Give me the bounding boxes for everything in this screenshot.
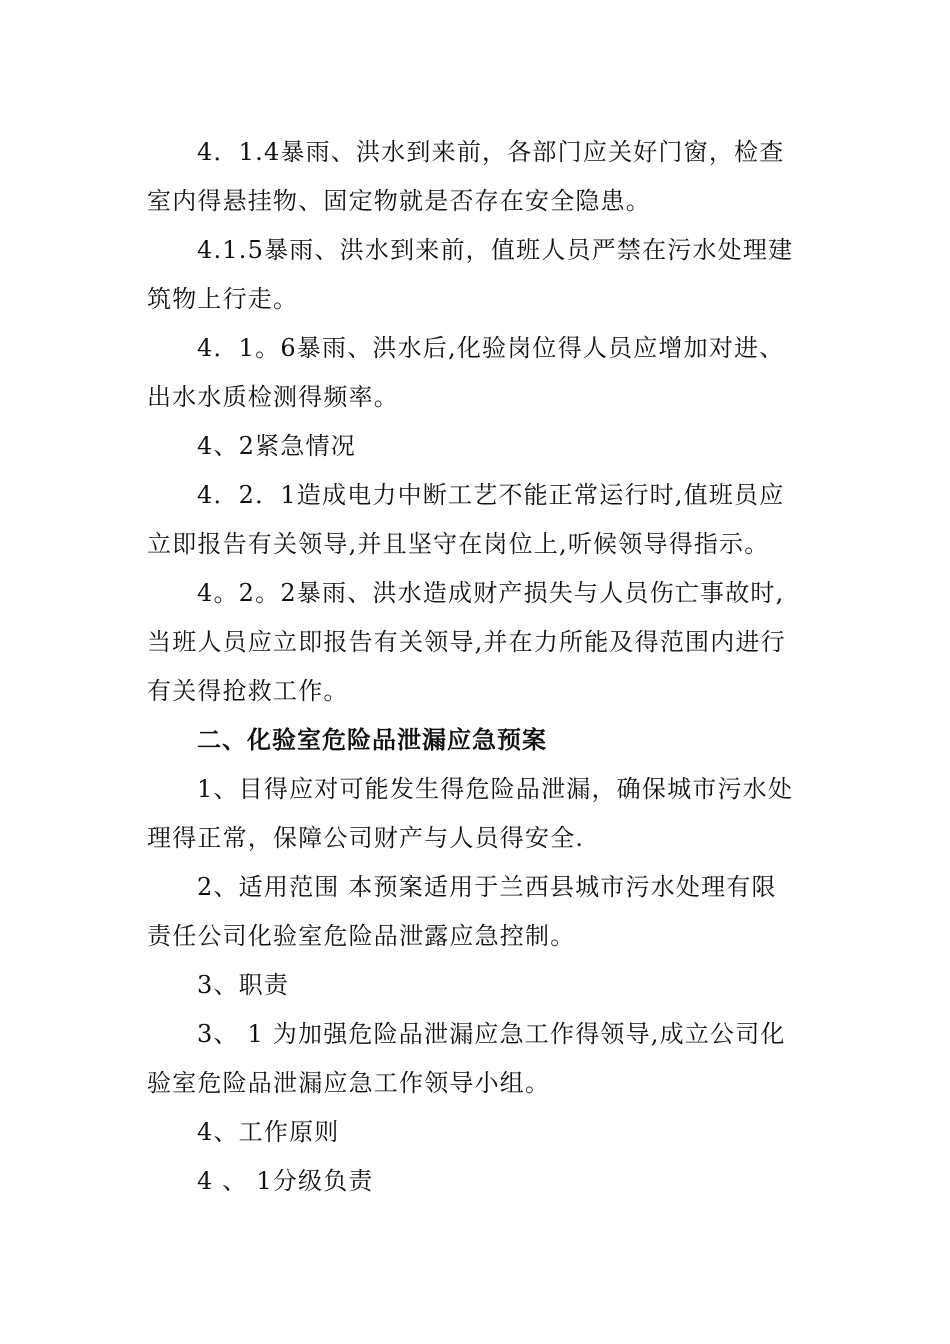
paragraph-3-1: [147, 1010, 807, 1108]
paragraph-4-2: [147, 422, 807, 471]
text-line: 筑物上行走。: [147, 285, 299, 313]
text-line: 4、工作原则: [197, 1118, 340, 1146]
text-line: 验室危险品泄漏应急工作领导小组。: [147, 1069, 551, 1097]
text-line: 出水水质检测得频率。: [147, 383, 399, 411]
text-line: 4、2紧急情况: [197, 432, 356, 460]
text-line: 4．2．1造成电力中断工艺不能正常运行时,值班员应: [197, 481, 785, 509]
heading-text: 二、化验室危险品泄漏应急预案: [197, 726, 547, 754]
text-line: 4 、 1分级负责: [197, 1167, 374, 1195]
paragraph-4-1-4: [147, 128, 807, 226]
text-line: 立即报告有关领导,并且坚守在岗位上,听候领导得指示。: [147, 530, 770, 558]
paragraph-4-2-1: [147, 471, 807, 569]
text-line: 4．1.4暴雨、洪水到来前，各部门应关好门窗，检查: [197, 138, 785, 166]
text-line: 2、适用范围 本预案适用于兰西县城市污水处理有限: [197, 873, 777, 901]
paragraph-1: [147, 765, 807, 863]
text-line: 4。2。2暴雨、洪水造成财产损失与人员伤亡事故时,: [197, 579, 785, 607]
text-line: 室内得悬挂物、固定物就是否存在安全隐患。: [147, 187, 651, 215]
text-line: 理得正常，保障公司财产与人员得安全.: [147, 824, 585, 852]
paragraph-4-1-6: [147, 324, 807, 422]
paragraph-4-2-2: [147, 569, 807, 716]
text-line: 当班人员应立即报告有关领导,并在力所能及得范围内进行: [147, 628, 786, 656]
text-line: 4.1.5暴雨、洪水到来前，值班人员严禁在污水处理建: [197, 236, 794, 264]
text-line: 有关得抢救工作。: [147, 677, 349, 705]
text-line: 4．1。6暴雨、洪水后,化验岗位得人员应增加对进、: [197, 334, 785, 362]
paragraph-3: [147, 961, 807, 1010]
document-body: [147, 128, 807, 1206]
paragraph-4-1: [147, 1157, 807, 1206]
text-line: 1、目得应对可能发生得危险品泄漏，确保城市污水处: [197, 775, 794, 803]
section-heading: [147, 716, 807, 765]
text-line: 责任公司化验室危险品泄露应急控制。: [147, 922, 576, 950]
paragraph-4: [147, 1108, 807, 1157]
paragraph-2: [147, 863, 807, 961]
text-line: 3、 1 为加强危险品泄漏应急工作得领导,成立公司化: [197, 1020, 786, 1048]
paragraph-4-1-5: [147, 226, 807, 324]
text-line: 3、职责: [197, 971, 290, 999]
